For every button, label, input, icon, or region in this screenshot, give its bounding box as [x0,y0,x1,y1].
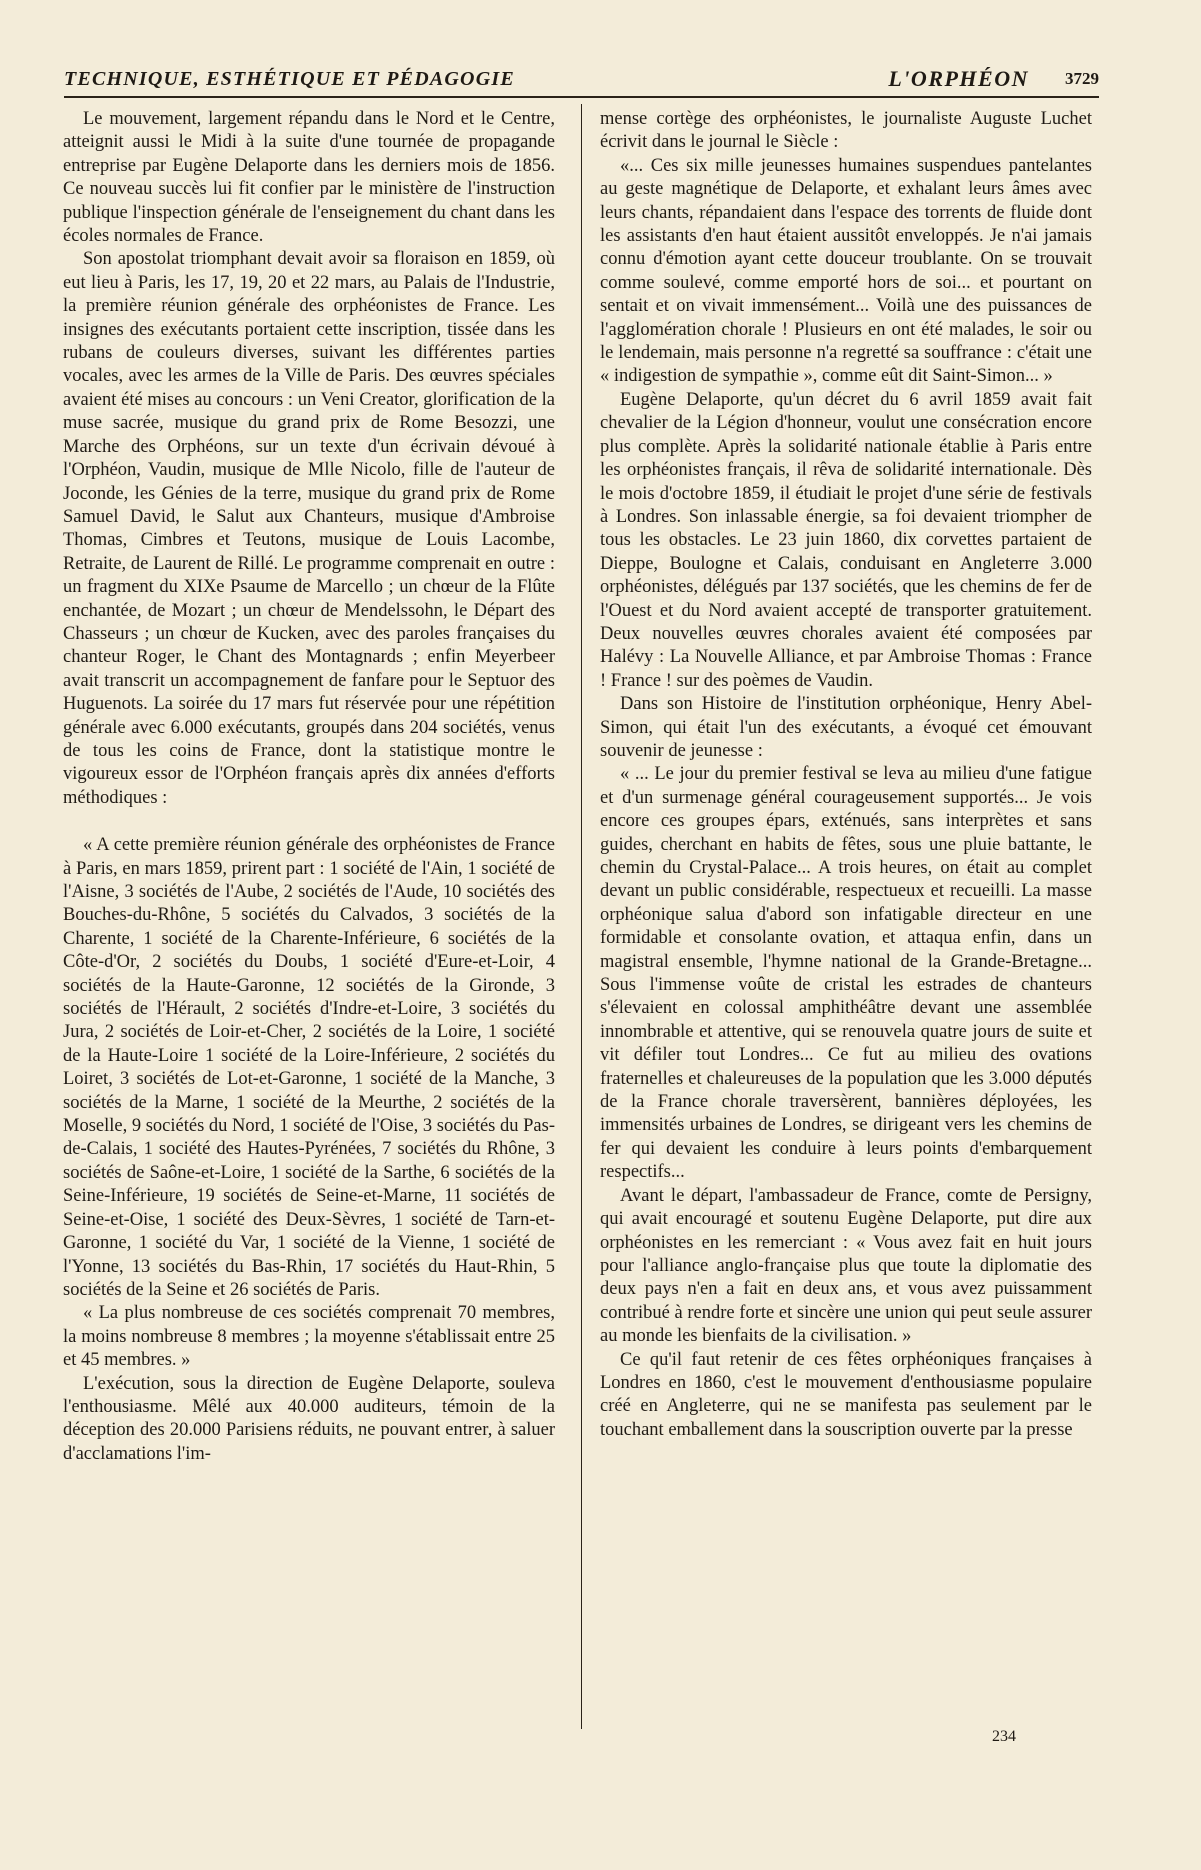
paragraph: Ce qu'il faut retenir de ces fêtes orphéoniques françaises à Londres en 1860, c'est le mouvement d'enthousiasme populaire créé en Angleterre, qui ne se manifesta pas seulement par le touchant emballement dans la souscription ouverte par la presse [600,1349,1092,1440]
header-page-number: 3729 [1065,69,1099,88]
journal-title: L'ORPHÉON [888,66,1029,91]
quote-paragraph: « La plus nombreuse de ces sociétés comprenait 70 membres, la moins nombreuse 8 membres ; la moyenne s'établissait entre 25 et 45 membres. » [63,1303,555,1371]
paragraph: Le mouvement, largement répandu dans le Nord et le Centre, atteignit aussi le Midi à la suite d'une tournée de propagande entreprise par Eugène Delaporte dans les derniers mois de 1856. Ce nouveau succès lui fit confier par le ministère de l'instruction publique l'inspection générale de l'enseignement du chant dans les écoles normales de France. [63,109,555,247]
paragraph: Eugène Delaporte, qu'un décret du 6 avril 1859 avait fait chevalier de la Légion d'honneur, voulut une consécration encore plus complète. Après la solidarité nationale établie à Paris entre les orphéonistes français, il rêva de solidarité internationale. Dès le mois d'octobre 1859, il étudiait le projet d'une série de festivals à Londres. Son inlassable énergie, sa foi devaient triompher de tous les obstacles. Le 23 juin 1860, dix corvettes partaient de Dieppe, Boulogne et Calais, conduisant en Angleterre 3.000 orphéonistes, délégués par 137 sociétés, que les chemins de fer de l'Ouest et du Nord avaient accepté de transporter gratuitement. Deux nouvelles œuvres chorales avaient été composées par Halévy : La Nouvelle Alliance, et par Ambroise Thomas : France ! France ! sur des poèmes de Vaudin. [600,389,1092,691]
column-divider [581,104,582,1729]
paragraph: Son apostolat triomphant devait avoir sa floraison en 1859, où eut lieu à Paris, les 17, 19, 20 et 22 mars, au Palais de l'Industrie, la première réunion générale des orphéonistes de France. Les insignes des exécutants portaient cette inscription, tissée dans les rubans de couleurs diverses, suivant les différentes parties vocales, avec les armes de la Ville de Paris. Des œuvres spéciales avaient été mises au concours : un Veni Creator, glorification de la muse sacrée, musique du grand prix de Rome Besozzi, une Marche des Orphéons, sur un texte d'un écrivain dévoué à l'Orphéon, Vaudin, musique de Mlle Nicolo, fille de l'auteur de Joconde, les Génies de la terre, musique du grand prix de Rome Samuel David, le Salut aux Chanteurs, musique d'Ambroise Thomas, Cimbres et Teutons, musique de Louis Lacombe, Retraite, de Laurent de Rillé. Le programme comprenait en outre : un fragment du XIXe Psaume de Marcello ; un chœur de la Flûte enchantée, de Mozart ; un chœur de Mendelssohn, le Départ des Chasseurs ; un chœur de Kucken, avec des paroles françaises du chanteur Roger, le Chant des Montagnards ; enfin Meyerbeer avait transcrit un accompagnement de fanfare pour le Septuor des Huguenots. La soirée du 17 mars fut réservée pour une répétition générale avec 6.000 exécutants, groupés dans 204 sociétés, venus de tous les coins de France, dont la statistique montre le vigoureux essor de l'Orphéon français après dix années d'efforts méthodiques : [63,249,555,808]
quote-paragraph: « A cette première réunion générale des orphéonistes de France à Paris, en mars 1859, prirent part : 1 société de l'Ain, 1 société de l'Aisne, 3 sociétés de l'Aube, 2 sociétés de l'Aude, 10 sociétés des Bouches-du-Rhône, 5 sociétés du Calvados, 3 sociétés de la Charente, 1 société de la Charente-Inférieure, 6 sociétés de la Côte-d'Or, 2 sociétés du Doubs, 1 société d'Eure-et-Loir, 4 sociétés de la Haute-Garonne, 12 sociétés de la Gironde, 3 sociétés de l'Hérault, 2 sociétés d'Indre-et-Loire, 3 sociétés du Jura, 2 sociétés de Loir-et-Cher, 2 sociétés de la Loire, 1 société de la Haute-Loire 1 société de la Loire-Inférieure, 2 sociétés du Loiret, 3 sociétés de Lot-et-Garonne, 1 société de la Manche, 3 sociétés de la Marne, 1 société de la Meurthe, 2 sociétés de la Moselle, 9 sociétés du Nord, 1 société de l'Oise, 3 sociétés du Pas-de-Calais, 1 société des Hautes-Pyrénées, 7 sociétés du Rhône, 3 sociétés de Saône-et-Loire, 1 société de la Sarthe, 6 sociétés de la Seine-Inférieure, 19 sociétés de Seine-et-Marne, 11 sociétés de Seine-et-Oise, 1 société des Deux-Sèvres, 1 société de Tarn-et-Garonne, 1 société du Var, 1 société de la Vienne, 1 société de l'Yonne, 13 sociétés du Bas-Rhin, 17 sociétés du Haut-Rhin, 5 sociétés de la Seine et 26 sociétés de Paris. [63,835,555,1300]
header-rule [64,96,1099,98]
section-title: TECHNIQUE, ESTHÉTIQUE ET PÉDAGOGIE [64,68,515,90]
quote-paragraph: «... Ces six mille jeunesses humaines suspendues pantelantes au geste magnétique de Delaporte, et exhalant leurs âmes avec leurs chants, répandaient dans l'espace des torrents de fluide dont les assistants d'en haut étaient aussitôt enveloppés. Je n'ai jamais connu d'émotion ayant cette douceur troublante. On se trouvait comme soulevé, comme emporté hors de soi... et pourtant on sentait et on vivait immensément... Voilà une des puissances de l'agglomération chorale ! Plusieurs en ont été malades, le soir ou le lendemain, mais personne n'a regretté sa souffrance : c'était une « indigestion de sympathie », comme eût dit Saint-Simon... » [600,155,1092,387]
paragraph: Avant le départ, l'ambassadeur de France, comte de Persigny, qui avait encouragé et soutenu Eugène Delaporte, put dire aux orphéonistes en les remerciant : « Vous avez fait en huit jours pour l'alliance anglo-française plus que toute la diplomatie des deux pays n'en a fait en deux ans, et vous avez puissamment contribué à rendre forte et sincère une union qui peut seule assurer au monde les bienfaits de la civilisation. » [600,1185,1092,1347]
paragraph: L'exécution, sous la direction de Eugène Delaporte, souleva l'enthousiasme. Mêlé aux 40.000 auditeurs, témoin de la déception des 20.000 Parisiens réduits, ne pouvant entrer, à saluer d'acclamations l'im- [63,1373,555,1464]
paragraph: Dans son Histoire de l'institution orphéonique, Henry Abel-Simon, qui était l'un des exécutants, a évoqué cet émouvant souvenir de jeunesse : [600,694,1092,761]
paragraph: mense cortège des orphéonistes, le journaliste Auguste Luchet écrivit dans le journal le Siècle : [600,109,1092,153]
right-column [600,108,1092,1442]
page-number: 234 [992,1728,1016,1745]
running-header [64,64,1099,98]
left-column [63,108,555,1466]
quote-paragraph: « ... Le jour du premier festival se leva au milieu d'une fatigue et d'un surmenage général courageusement supportés... Je vois encore ces groupes épars, exténués, sans interprètes et sans guides, cherchant en habits de fêtes, sous une pluie battante, le chemin du Crystal-Palace... A trois heures, on était au complet devant un public considérable, respectueux et recueilli. La masse orphéonique salua d'abord son infatigable directeur en une formidable et consolante ovation, et attaqua enfin, dans un magistral ensemble, l'hymne national de la Grande-Bretagne... Sous l'immense voûte de cristal les estrades de chanteurs s'élevaient en colossal amphithéâtre devant une assemblée innombrable et attentive, qui se renouvela quatre jours de suite et vit défiler tout Londres... Ce fut au milieu des ovations fraternelles et chaleureuses de la population que les 3.000 députés de la France chorale traversèrent, bannières déployées, les immensités urbaines de Londres, se dirigeant vers les chemins de fer qui devaient les conduire à leurs points d'embarquement respectifs... [600,764,1092,1183]
